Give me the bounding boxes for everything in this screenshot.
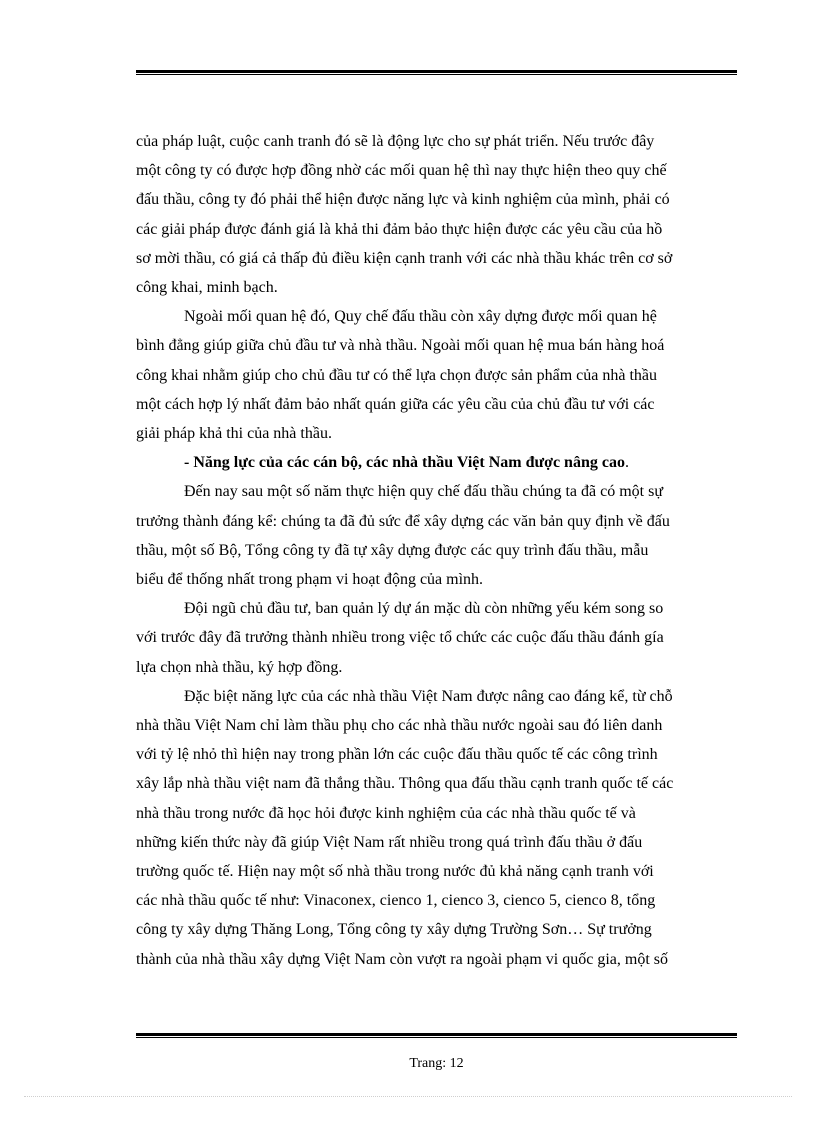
header-rule (136, 70, 737, 75)
paragraph-4: Đội ngũ chủ đầu tư, ban quản lý dự án mặc dù còn những yếu kém song so với trước đây đã trưởng thành nhiều trong việc tổ chức các cuộc đấu thầu đánh gía lựa chọn nhà thầu, ký hợp đồng. (136, 600, 664, 676)
footer-rule (136, 1033, 737, 1038)
paragraph-2: Ngoài mối quan hệ đó, Quy chế đấu thầu còn xây dựng được mối quan hệ bình đẳng giúp giữa chủ đầu tư và nhà thầu. Ngoài mối quan hệ mua bán hàng hoá công khai nhằm giúp cho chủ đầu tư có thể lựa chọn được sản phẩm của nhà thầu một cách hợp lý nhất đảm bảo nhất quán giữa các yêu cầu của chủ đầu tư với các giải pháp khả thi của nhà thầu. (136, 308, 665, 443)
page-number: Trang: 12 (409, 1056, 464, 1071)
section-heading (136, 448, 737, 477)
section-heading-text: - Năng lực của các cán bộ, các nhà thầu Việt Nam được nâng cao (184, 454, 625, 472)
document-body (136, 127, 737, 974)
section-heading-period: . (624, 454, 629, 472)
paragraph-3: Đến nay sau một số năm thực hiện quy chế đấu thầu chúng ta đã có một sự trưởng thành đáng kể: chúng ta đã đủ sức để xây dựng các văn bản quy định về đấu thầu, một số Bộ, Tổng công ty đã tự xây dựng được các quy trình đấu thầu, mẫu biểu để thống nhất trong phạm vi hoạt động của mình. (136, 483, 670, 589)
paragraph-5: Đặc biệt năng lực của các nhà thầu Việt Nam được nâng cao đáng kể, từ chỗ nhà thầu Việt Nam chỉ làm thầu phụ cho các nhà thầu nước ngoài sau đó liên danh với tỷ lệ nhỏ thì hiện nay trong phần lớn các cuộc đấu thầu quốc tế các công trình xây lắp nhà thầu việt nam đã thắng thầu. Thông qua đấu thầu cạnh tranh quốc tế các nhà thầu trong nước đã học hỏi được kinh nghiệm của các nhà thầu quốc tế và những kiến thức này đã giúp Việt Nam rất nhiều trong quá trình đấu thầu ở đấu trường quốc tế. Hiện nay một số nhà thầu trong nước đủ khả năng cạnh tranh với các nhà thầu quốc tế như: Vinaconex, cienco 1, cienco 3, cienco 5, cienco 8, tổng công ty xây dựng Thăng Long, Tổng công ty xây dựng Trường Sơn… Sự trưởng thành của nhà thầu xây dựng Việt Nam còn vượt ra ngoài phạm vi quốc gia, một số (136, 687, 674, 968)
page-edge-divider (24, 1096, 792, 1097)
paragraph-1: của pháp luật, cuộc canh tranh đó sẽ là động lực cho sự phát triển. Nếu trước đây một công ty có được hợp đồng nhờ các mối quan hệ thì nay thực hiện theo quy chế đấu thầu, công ty đó phải thể hiện được năng lực và kinh nghiệm của mình, phải có các giải pháp được đánh giá là khả thi đảm bảo thực hiện được các yêu cầu của hồ sơ mời thầu, có giá cả thấp đủ điều kiện cạnh tranh với các nhà thầu khác trên cơ sở công khai, minh bạch. (136, 133, 673, 297)
